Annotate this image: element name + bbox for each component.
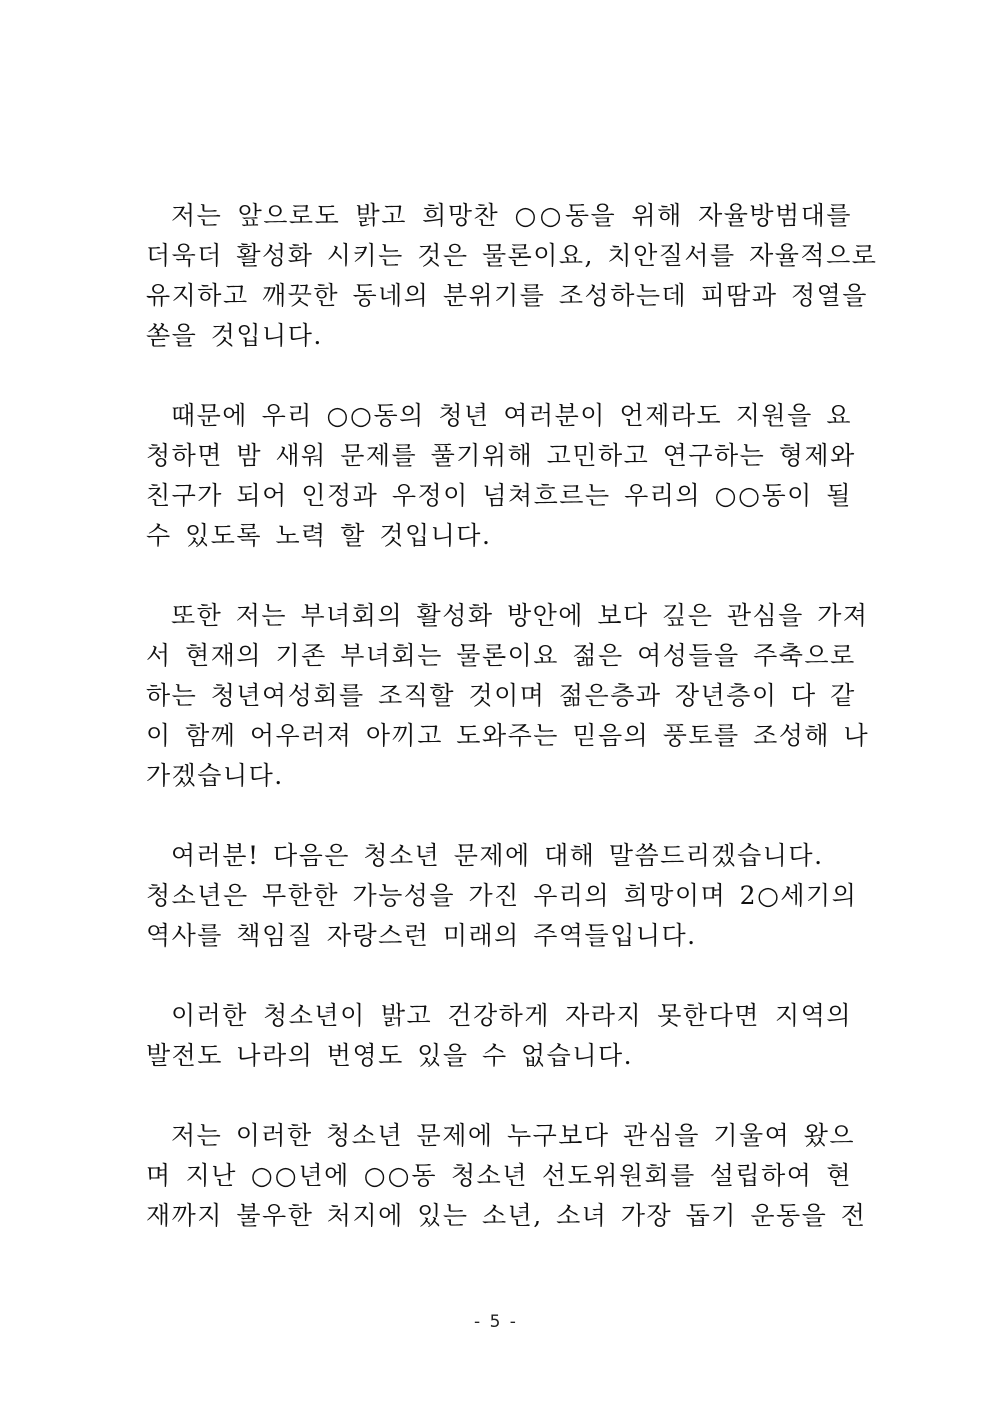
- paragraph-gap: [146, 356, 852, 396]
- paragraph-youth-growth: [146, 996, 852, 1076]
- text-line: 며 지난 ○○년에 ○○동 청소년 선도위원회를 설립하여 현: [146, 1161, 852, 1190]
- paragraph-neighborhood-watch: [146, 196, 878, 356]
- text-line: 친구가 되어 인정과 우정이 넘쳐흐르는 우리의 ○○동이 될: [146, 481, 852, 510]
- text-line: 저는 앞으로도 밝고 희망찬 ○○동을 위해 자율방범대를: [171, 201, 852, 230]
- text-line: 청소년은 무한한 가능성을 가진 우리의 희망이며 2○세기의: [146, 881, 858, 910]
- paragraph-gap: [146, 796, 852, 836]
- paragraph-youth-committee: [146, 1116, 867, 1236]
- paragraph-womens-association: [146, 596, 870, 796]
- text-line: 수 있도록 노력 할 것입니다.: [146, 521, 492, 550]
- text-line: 청하면 밤 새워 문제를 풀기위해 고민하고 연구하는 형제와: [146, 441, 856, 470]
- paragraph-gap: [146, 956, 852, 996]
- body-text: [146, 196, 878, 1236]
- paragraph-youth-support: [146, 396, 856, 556]
- page-number: - 5 -: [474, 1312, 518, 1332]
- text-line: 가겠습니다.: [146, 761, 284, 790]
- text-line: 유지하고 깨끗한 동네의 분위기를 조성하는데 피땀과 정열을: [146, 281, 868, 310]
- text-line: 하는 청년여성회를 조직할 것이며 젊은층과 장년층이 다 같: [146, 681, 856, 710]
- text-line: 여러분! 다음은 청소년 문제에 대해 말씀드리겠습니다.: [171, 841, 824, 870]
- text-line: 저는 이러한 청소년 문제에 누구보다 관심을 기울여 왔으: [171, 1121, 856, 1150]
- text-line: 역사를 책임질 자랑스런 미래의 주역들입니다.: [146, 921, 697, 950]
- text-line: 더욱더 활성화 시키는 것은 물론이요, 치안질서를 자율적으로: [146, 241, 878, 270]
- text-line: 또한 저는 부녀회의 활성화 방안에 보다 깊은 관심을 가져: [171, 601, 869, 630]
- paragraph-gap: [146, 556, 852, 596]
- text-line: 쏟을 것입니다.: [146, 321, 323, 350]
- text-line: 때문에 우리 ○○동의 청년 여러분이 언제라도 지원을 요: [171, 401, 852, 430]
- text-line: 재까지 불우한 처지에 있는 소년, 소녀 가장 돕기 운동을 전: [146, 1201, 867, 1230]
- paragraph-gap: [146, 1076, 852, 1116]
- text-line: 이러한 청소년이 밝고 건강하게 자라지 못한다면 지역의: [171, 1001, 852, 1030]
- text-line: 서 현재의 기존 부녀회는 물론이요 젊은 여성들을 주축으로: [146, 641, 856, 670]
- paragraph-youth-intro: [146, 836, 858, 956]
- text-line: 이 함께 어우러져 아끼고 도와주는 믿음의 풍토를 조성해 나: [146, 721, 870, 750]
- text-line: 발전도 나라의 번영도 있을 수 없습니다.: [146, 1041, 634, 1070]
